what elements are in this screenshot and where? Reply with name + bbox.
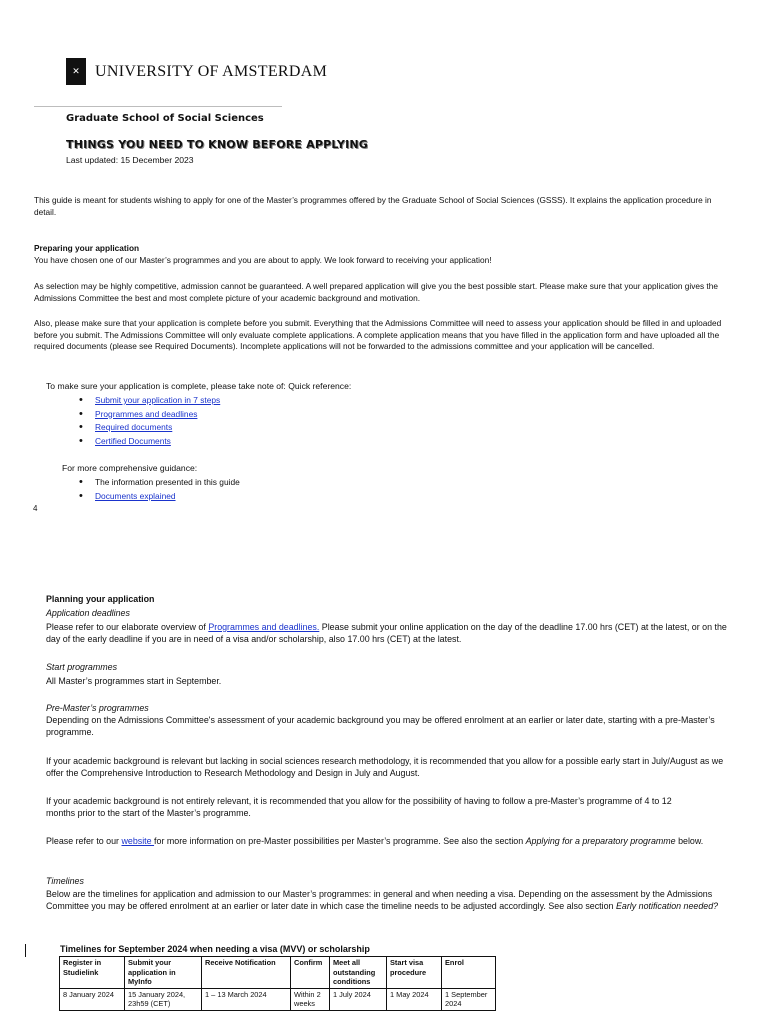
link-programmes-deadlines-2[interactable]: Programmes and deadlines. [208, 622, 320, 632]
list-item[interactable] [79, 408, 220, 422]
timelines-paragraph [46, 888, 731, 913]
website-text-pre: Please refer to our [46, 836, 122, 846]
guidance-item: The information presented in this guide [95, 477, 240, 487]
premaster-paragraph-3: If your academic background is not entirely relevant, it is recommended that you allow for the possibility of having to follow a pre-Master’s programme of 4 to 12 months prior to the start of the Master’s programme. [46, 796, 672, 819]
guidance-lead: For more comprehensive guidance: [62, 463, 198, 473]
intro-paragraph: This guide is meant for students wishing to apply for one of the Master’s programmes offered by the Graduate School of Social Sciences (GSSS). It explains the application procedure in detail. [34, 195, 712, 217]
link-documents-explained[interactable]: Documents explained [95, 490, 176, 501]
preparing-heading: Preparing your application [34, 243, 140, 253]
table-header: Start visa procedure [387, 957, 442, 989]
table-cell: 1 – 13 March 2024 [202, 988, 291, 1010]
preparing-paragraph-3: Also, please make sure that your application is complete before you submit. Everything that the Admissions Committee will need to assess your application should be filled in and uploaded before you submit. The Admissions Committee will only evaluate complete applications. A complete application means that you have filled in the application form and have uploaded all the required documents (please see Required Documents). Incomplete applications will not be forwarded to the admissions committee and your application will be cancelled. [34, 318, 722, 351]
preparing-paragraph-2: As selection may be highly competitive, admission cannot be guaranteed. A well prepared application will give you the best possible start. Please make sure that your application gives the Admissions Committee the best and most complete picture of your academic background and motivation. [34, 281, 718, 303]
website-text-mid: for more information on pre-Master possibilities per Master’s programme. See also the section [154, 836, 526, 846]
table-cell: Within 2 weeks [291, 988, 330, 1010]
link-website[interactable]: website [121, 836, 155, 846]
table-header: Submit your application in MyInfo [125, 957, 202, 989]
deadlines-text-pre: Please refer to our elaborate overview of [46, 622, 209, 632]
table-header: Receive Notification [202, 957, 291, 989]
timeline-table [59, 956, 496, 1011]
page-title: THINGS YOU NEED TO KNOW BEFORE APPLYING [66, 138, 369, 151]
start-subheading: Start programmes [46, 662, 118, 672]
header-divider [34, 106, 282, 107]
table-cell: 15 January 2024, 23h59 (CET) [125, 988, 202, 1010]
table-header-row [60, 957, 496, 989]
link-certified-documents[interactable]: Certified Documents [95, 435, 171, 446]
table-cell: 8 January 2024 [60, 988, 125, 1010]
university-name: UNIVERSITY OF AMSTERDAM [95, 62, 328, 80]
school-name: Graduate School of Social Sciences [66, 113, 264, 124]
link-submit-steps[interactable]: Submit your application in 7 steps [95, 395, 221, 405]
quickref-lead: To make sure your application is complete, please take note of: Quick reference: [46, 381, 352, 391]
table-cell: 1 July 2024 [330, 988, 387, 1010]
table-row [60, 988, 496, 1010]
website-text-italic: Applying for a preparatory programme [525, 836, 676, 846]
quickref-list [79, 394, 220, 448]
list-item[interactable] [79, 490, 240, 504]
timelines-text: Below are the timelines for application and admission to our Master’s programmes: in general and when needing a visa. Depending on the assessment by the Admissions Committee you may be offered enrolment at an earlier or later date in which case the timeline needs to be adjusted accordingly. See also section [46, 889, 713, 912]
crest-icon: ✕ [66, 58, 86, 85]
last-updated: Last updated: 15 December 2023 [66, 155, 194, 165]
website-text-post: below. [675, 836, 704, 846]
timelines-subheading: Timelines [46, 876, 84, 886]
deadlines-paragraph [46, 621, 731, 646]
link-programmes-deadlines[interactable]: Programmes and deadlines [95, 408, 198, 419]
planning-heading: Planning your application [46, 594, 155, 604]
table-title: Timelines for September 2024 when needing a visa (MVV) or scholarship [60, 944, 370, 954]
table-header: Confirm [291, 957, 330, 989]
table-cell: 1 September 2024 [442, 988, 496, 1010]
list-item[interactable] [79, 394, 220, 408]
timelines-text-italic: Early notification needed? [615, 901, 719, 912]
table-header: Register in Studielink [60, 957, 125, 989]
text-cursor [25, 944, 26, 957]
university-logo [66, 58, 327, 85]
deadlines-text-post: Please submit your online application on the day of the deadline 17.00 hrs (CET) at the latest, or on the day of the early deadline if you are in need of a visa and/or scholarship, also 17.00 hrs (CET) at the latest. [46, 622, 727, 645]
link-required-documents[interactable]: Required documents [95, 422, 173, 433]
guidance-list [79, 476, 240, 503]
start-text: All Master’s programmes start in September. [46, 676, 222, 686]
table-header: Enrol [442, 957, 496, 989]
premaster-subheading: Pre-Master’s programmes [46, 703, 149, 713]
premaster-paragraph-2: If your academic background is relevant but lacking in social sciences research methodology, it is recommended that you allow for a possible early start in July/August as we offer the Comprehensive Introduction to Research Methodology and Design in July and August. [46, 756, 724, 779]
preparing-paragraph-1: You have chosen one of our Master’s programmes and you are about to apply. We look forward to receiving your application! [34, 255, 492, 265]
list-item[interactable] [79, 435, 220, 449]
website-paragraph [46, 835, 731, 847]
deadlines-subheading: Application deadlines [46, 608, 130, 618]
table-header: Meet all outstanding conditions [330, 957, 387, 989]
premaster-paragraph-1: Depending on the Admissions Committee's assessment of your academic background you may be offered enrolment at an earlier or later date, starting with a pre-Master’s programme. [46, 715, 715, 738]
list-item [79, 476, 240, 490]
table-cell: 1 May 2024 [387, 988, 442, 1010]
list-item[interactable] [79, 421, 220, 435]
page-number: 4 [33, 504, 38, 513]
